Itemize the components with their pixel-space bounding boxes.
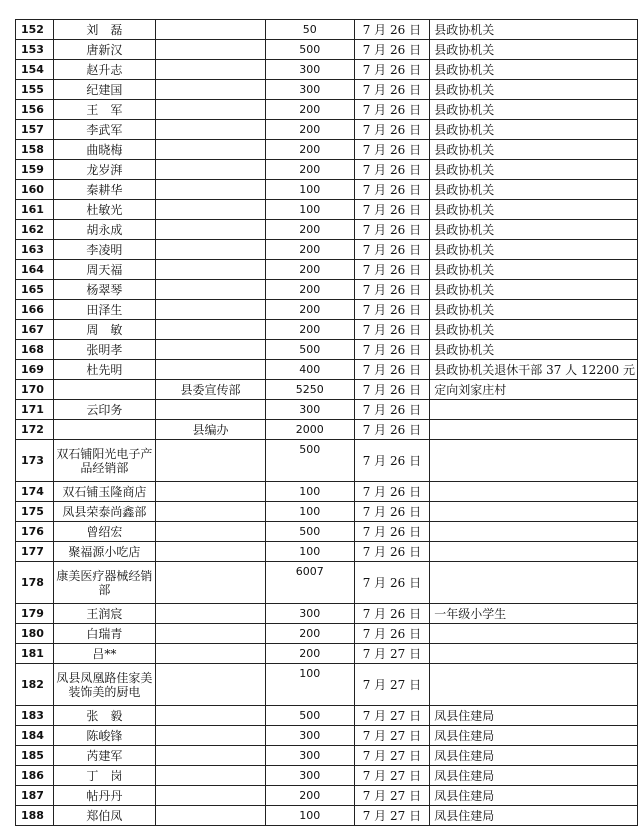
remark: 凤县住建局 (430, 706, 638, 726)
remark (430, 562, 638, 604)
donation-date: 7 月 26 日 (354, 200, 430, 220)
remark: 县政协机关 (430, 280, 638, 300)
donor-name: 纪建国 (53, 80, 155, 100)
remark: 凤县住建局 (430, 746, 638, 766)
row-number: 170 (16, 380, 54, 400)
donation-amount: 300 (265, 60, 354, 80)
donation-amount: 500 (265, 440, 354, 482)
donation-amount: 200 (265, 320, 354, 340)
remark (430, 420, 638, 440)
donation-date: 7 月 26 日 (354, 604, 430, 624)
donation-date: 7 月 26 日 (354, 420, 430, 440)
donation-amount: 100 (265, 200, 354, 220)
donation-date: 7 月 26 日 (354, 400, 430, 420)
donor-name: 王 军 (53, 100, 155, 120)
table-row (16, 140, 638, 160)
remark (430, 644, 638, 664)
donor-name: 赵升志 (53, 60, 155, 80)
row-number: 184 (16, 726, 54, 746)
donor-name: 丁 岗 (53, 766, 155, 786)
donation-amount: 6007 (265, 562, 354, 604)
remark (430, 400, 638, 420)
remark: 县政协机关 (430, 40, 638, 60)
donor-unit (156, 80, 266, 100)
remark: 凤县住建局 (430, 726, 638, 746)
donor-unit (156, 664, 266, 706)
remark: 凤县住建局 (430, 766, 638, 786)
table-row (16, 706, 638, 726)
row-number: 169 (16, 360, 54, 380)
donation-date: 7 月 26 日 (354, 624, 430, 644)
donation-amount: 200 (265, 100, 354, 120)
row-number: 172 (16, 420, 54, 440)
donor-unit (156, 542, 266, 562)
donor-name (53, 420, 155, 440)
donation-date: 7 月 26 日 (354, 542, 430, 562)
donation-amount: 500 (265, 522, 354, 542)
row-number: 185 (16, 746, 54, 766)
donation-date: 7 月 26 日 (354, 20, 430, 40)
donation-amount: 300 (265, 746, 354, 766)
donation-table (15, 19, 638, 826)
row-number: 174 (16, 482, 54, 502)
row-number: 155 (16, 80, 54, 100)
remark: 县政协机关 (430, 80, 638, 100)
row-number: 183 (16, 706, 54, 726)
donor-name: 秦耕华 (53, 180, 155, 200)
donation-date: 7 月 26 日 (354, 522, 430, 542)
donor-unit (156, 20, 266, 40)
row-number: 171 (16, 400, 54, 420)
donation-date: 7 月 26 日 (354, 482, 430, 502)
donation-amount: 200 (265, 240, 354, 260)
donor-name: 王润宸 (53, 604, 155, 624)
remark: 县政协机关 (430, 240, 638, 260)
table-row (16, 440, 638, 482)
donor-name: 云印务 (53, 400, 155, 420)
donation-date: 7 月 26 日 (354, 180, 430, 200)
donor-unit (156, 400, 266, 420)
donor-unit (156, 502, 266, 522)
donor-name: 芮建军 (53, 746, 155, 766)
donor-name (53, 380, 155, 400)
row-number: 160 (16, 180, 54, 200)
table-row (16, 100, 638, 120)
donor-unit (156, 100, 266, 120)
donation-amount: 500 (265, 40, 354, 60)
donation-date: 7 月 26 日 (354, 260, 430, 280)
donation-date: 7 月 26 日 (354, 120, 430, 140)
row-number: 158 (16, 140, 54, 160)
donor-name: 周天福 (53, 260, 155, 280)
donor-name: 杜敏光 (53, 200, 155, 220)
row-number: 164 (16, 260, 54, 280)
remark: 县政协机关 (430, 100, 638, 120)
donation-date: 7 月 26 日 (354, 160, 430, 180)
table-row (16, 300, 638, 320)
donor-name: 康美医疗器械经销部 (53, 562, 155, 604)
remark: 县政协机关 (430, 200, 638, 220)
donation-amount: 200 (265, 280, 354, 300)
table-body (16, 20, 638, 826)
donation-amount: 50 (265, 20, 354, 40)
donation-date: 7 月 26 日 (354, 80, 430, 100)
remark (430, 664, 638, 706)
table-row (16, 522, 638, 542)
donation-amount: 300 (265, 726, 354, 746)
table-row (16, 726, 638, 746)
row-number: 163 (16, 240, 54, 260)
table-row (16, 320, 638, 340)
donor-unit (156, 320, 266, 340)
remark: 定向刘家庄村 (430, 380, 638, 400)
table-row (16, 786, 638, 806)
donor-name: 陈峻锋 (53, 726, 155, 746)
donor-name: 凤县荣泰尚鑫部 (53, 502, 155, 522)
donor-unit (156, 240, 266, 260)
donation-amount: 100 (265, 806, 354, 826)
row-number: 168 (16, 340, 54, 360)
donation-amount: 200 (265, 300, 354, 320)
table-row (16, 200, 638, 220)
donor-unit (156, 806, 266, 826)
remark (430, 482, 638, 502)
donation-date: 7 月 26 日 (354, 220, 430, 240)
donor-unit (156, 644, 266, 664)
donation-amount: 300 (265, 400, 354, 420)
donation-amount: 200 (265, 120, 354, 140)
row-number: 187 (16, 786, 54, 806)
donation-date: 7 月 26 日 (354, 380, 430, 400)
donor-unit (156, 522, 266, 542)
donation-amount: 300 (265, 766, 354, 786)
donation-date: 7 月 26 日 (354, 300, 430, 320)
table-row (16, 240, 638, 260)
donor-unit (156, 726, 266, 746)
donation-date: 7 月 27 日 (354, 766, 430, 786)
donor-unit (156, 482, 266, 502)
row-number: 161 (16, 200, 54, 220)
table-row (16, 562, 638, 604)
donation-date: 7 月 27 日 (354, 746, 430, 766)
table-row (16, 260, 638, 280)
donor-unit: 县委宣传部 (156, 380, 266, 400)
remark: 县政协机关 (430, 340, 638, 360)
donor-name: 田泽生 (53, 300, 155, 320)
table-row (16, 624, 638, 644)
table-row (16, 160, 638, 180)
donation-date: 7 月 27 日 (354, 786, 430, 806)
donation-amount: 500 (265, 706, 354, 726)
donor-name: 郑伯凤 (53, 806, 155, 826)
donation-amount: 300 (265, 604, 354, 624)
donation-amount: 500 (265, 340, 354, 360)
row-number: 175 (16, 502, 54, 522)
table-row (16, 80, 638, 100)
table-row (16, 482, 638, 502)
donor-name: 胡永成 (53, 220, 155, 240)
remark: 县政协机关 (430, 60, 638, 80)
donor-unit (156, 746, 266, 766)
donation-date: 7 月 26 日 (354, 360, 430, 380)
table-row (16, 542, 638, 562)
donor-name: 张 毅 (53, 706, 155, 726)
donor-unit (156, 766, 266, 786)
donor-unit (156, 140, 266, 160)
row-number: 166 (16, 300, 54, 320)
donation-amount: 200 (265, 624, 354, 644)
table-row (16, 40, 638, 60)
donor-unit (156, 440, 266, 482)
donation-amount: 200 (265, 220, 354, 240)
remark (430, 440, 638, 482)
donor-name: 唐新汉 (53, 40, 155, 60)
table-row (16, 766, 638, 786)
donor-name: 李武军 (53, 120, 155, 140)
remark (430, 522, 638, 542)
row-number: 188 (16, 806, 54, 826)
row-number: 179 (16, 604, 54, 624)
table-row (16, 400, 638, 420)
row-number: 167 (16, 320, 54, 340)
remark: 凤县住建局 (430, 806, 638, 826)
donor-unit (156, 160, 266, 180)
donor-name: 杜先明 (53, 360, 155, 380)
row-number: 177 (16, 542, 54, 562)
donation-amount: 200 (265, 160, 354, 180)
row-number: 180 (16, 624, 54, 644)
donor-unit: 县编办 (156, 420, 266, 440)
donor-name: 龙岁湃 (53, 160, 155, 180)
donation-amount: 200 (265, 644, 354, 664)
table-row (16, 604, 638, 624)
donor-unit (156, 280, 266, 300)
remark: 县政协机关 (430, 220, 638, 240)
donor-unit (156, 706, 266, 726)
donor-unit (156, 220, 266, 240)
row-number: 159 (16, 160, 54, 180)
row-number: 173 (16, 440, 54, 482)
remark: 县政协机关 (430, 120, 638, 140)
table-row (16, 120, 638, 140)
row-number: 178 (16, 562, 54, 604)
remark: 县政协机关 (430, 20, 638, 40)
remark: 县政协机关 (430, 260, 638, 280)
row-number: 153 (16, 40, 54, 60)
remark: 县政协机关 (430, 180, 638, 200)
donor-unit (156, 624, 266, 644)
donor-name: 帖丹丹 (53, 786, 155, 806)
donor-name: 双石铺玉隆商店 (53, 482, 155, 502)
remark: 县政协机关 (430, 320, 638, 340)
donation-amount: 200 (265, 786, 354, 806)
donor-name: 周 敏 (53, 320, 155, 340)
table-row (16, 220, 638, 240)
table-row (16, 20, 638, 40)
table-row (16, 644, 638, 664)
donation-amount: 300 (265, 80, 354, 100)
row-number: 182 (16, 664, 54, 706)
donor-unit (156, 40, 266, 60)
row-number: 157 (16, 120, 54, 140)
donation-amount: 100 (265, 502, 354, 522)
donor-unit (156, 360, 266, 380)
table-row (16, 340, 638, 360)
donor-unit (156, 200, 266, 220)
table-row (16, 360, 638, 380)
donor-name: 凤县凤凰路佳家美装饰美的厨电 (53, 664, 155, 706)
donor-unit (156, 120, 266, 140)
donor-unit (156, 60, 266, 80)
row-number: 162 (16, 220, 54, 240)
donation-date: 7 月 26 日 (354, 280, 430, 300)
remark: 县政协机关 (430, 160, 638, 180)
remark: 县政协机关 (430, 140, 638, 160)
donor-unit (156, 260, 266, 280)
remark (430, 542, 638, 562)
donor-unit (156, 604, 266, 624)
table-row (16, 746, 638, 766)
donation-date: 7 月 27 日 (354, 806, 430, 826)
row-number: 186 (16, 766, 54, 786)
donation-date: 7 月 27 日 (354, 644, 430, 664)
remark: 县政协机关 (430, 300, 638, 320)
donor-unit (156, 300, 266, 320)
donation-date: 7 月 26 日 (354, 240, 430, 260)
donation-date: 7 月 26 日 (354, 320, 430, 340)
remark: 凤县住建局 (430, 786, 638, 806)
donation-date: 7 月 26 日 (354, 440, 430, 482)
table-row (16, 664, 638, 706)
donation-amount: 100 (265, 542, 354, 562)
donor-name: 杨翠琴 (53, 280, 155, 300)
donation-date: 7 月 26 日 (354, 502, 430, 522)
donation-date: 7 月 26 日 (354, 340, 430, 360)
donor-name: 聚福源小吃店 (53, 542, 155, 562)
donor-unit (156, 340, 266, 360)
donation-date: 7 月 27 日 (354, 664, 430, 706)
donation-amount: 100 (265, 180, 354, 200)
row-number: 156 (16, 100, 54, 120)
donor-name: 曾绍宏 (53, 522, 155, 542)
donation-amount: 2000 (265, 420, 354, 440)
donation-date: 7 月 26 日 (354, 40, 430, 60)
remark: 一年级小学生 (430, 604, 638, 624)
table-row (16, 60, 638, 80)
table-row (16, 806, 638, 826)
donor-unit (156, 786, 266, 806)
donor-name: 双石铺阳光电子产品经销部 (53, 440, 155, 482)
row-number: 152 (16, 20, 54, 40)
donor-name: 张明孝 (53, 340, 155, 360)
donation-date: 7 月 26 日 (354, 100, 430, 120)
donor-name: 白瑞青 (53, 624, 155, 644)
donation-amount: 200 (265, 140, 354, 160)
table-row (16, 180, 638, 200)
table-row (16, 420, 638, 440)
donor-name: 李凌明 (53, 240, 155, 260)
donor-unit (156, 180, 266, 200)
donation-date: 7 月 26 日 (354, 60, 430, 80)
donor-unit (156, 562, 266, 604)
donation-amount: 5250 (265, 380, 354, 400)
remark (430, 624, 638, 644)
row-number: 154 (16, 60, 54, 80)
donor-name: 刘 磊 (53, 20, 155, 40)
donation-date: 7 月 26 日 (354, 562, 430, 604)
remark (430, 502, 638, 522)
donation-amount: 400 (265, 360, 354, 380)
donation-date: 7 月 27 日 (354, 706, 430, 726)
table-row (16, 502, 638, 522)
donation-amount: 100 (265, 482, 354, 502)
donor-name: 吕** (53, 644, 155, 664)
donation-amount: 200 (265, 260, 354, 280)
row-number: 165 (16, 280, 54, 300)
row-number: 176 (16, 522, 54, 542)
row-number: 181 (16, 644, 54, 664)
donation-amount: 100 (265, 664, 354, 706)
donor-name: 曲晓梅 (53, 140, 155, 160)
donation-date: 7 月 26 日 (354, 140, 430, 160)
donation-date: 7 月 27 日 (354, 726, 430, 746)
table-row (16, 380, 638, 400)
remark: 县政协机关退休干部 37 人 12200 元 (430, 360, 638, 380)
table-row (16, 280, 638, 300)
